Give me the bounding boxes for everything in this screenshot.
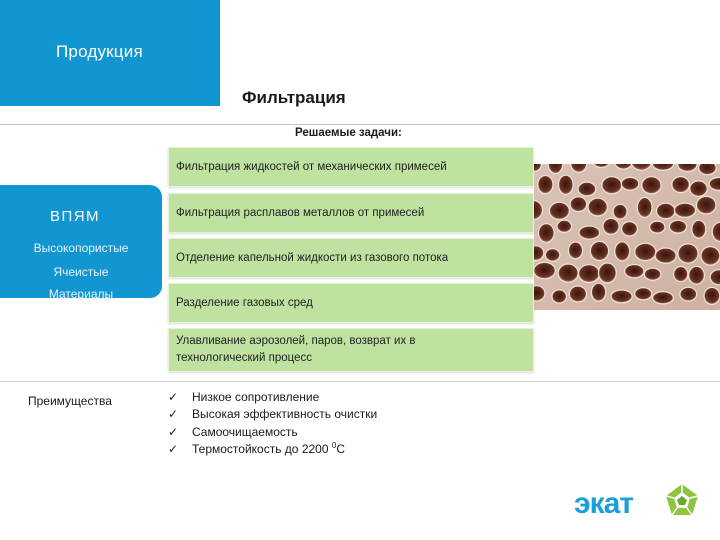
section-title: Продукция — [56, 42, 143, 61]
task-item: Отделение капельной жидкости из газового потока — [168, 238, 534, 278]
foam-pore — [613, 204, 627, 219]
task-line: Улавливание аэрозолей, паров, возврат их в — [176, 335, 416, 347]
foam-pore — [690, 181, 708, 197]
foam-pore — [534, 246, 544, 261]
task-item-multiline — [168, 328, 534, 372]
foam-pore — [611, 290, 632, 303]
foam-pore — [689, 266, 705, 284]
foam-pore — [656, 203, 675, 219]
foam-photo — [534, 164, 720, 310]
foam-pore — [603, 218, 619, 234]
foam-pore — [591, 283, 605, 301]
advantage-item: ✓ Низкое сопротивление — [168, 389, 320, 404]
foam-pore — [655, 248, 676, 263]
foam-pore — [557, 220, 572, 232]
material-name: ВПЯМ — [49, 208, 101, 225]
foam-pore — [552, 290, 567, 303]
check-icon: ✓ — [168, 389, 179, 404]
tasks-heading: Решаемые задачи: — [295, 127, 402, 139]
foam-pore — [678, 244, 698, 263]
foam-pore — [621, 177, 639, 190]
task-item: Фильтрация расплавов металлов от примесей — [168, 193, 534, 233]
foam-pore — [602, 177, 622, 194]
foam-pore — [653, 292, 674, 304]
advantages-label: Преимущества — [28, 394, 112, 408]
foam-pore — [635, 288, 652, 300]
advantage-item: ✓ Самоочищаемость — [168, 424, 298, 439]
foam-pore — [650, 221, 665, 233]
material-line: Ячеистые — [53, 265, 109, 279]
foam-pore — [696, 196, 716, 214]
foam-pore — [674, 203, 695, 217]
foam-pore — [637, 198, 652, 218]
foam-pore — [588, 198, 607, 216]
foam-pore — [704, 287, 720, 304]
foam-pore — [545, 249, 560, 262]
foam-pore — [538, 176, 553, 194]
foam-pore — [549, 202, 569, 219]
task-item: Разделение газовых сред — [168, 283, 534, 323]
foam-pore — [699, 164, 717, 175]
task-line: технологический процесс — [176, 352, 312, 364]
foam-pore — [692, 220, 706, 238]
foam-pore — [569, 286, 586, 302]
foam-pore — [590, 241, 608, 260]
foam-pore — [534, 262, 555, 278]
foam-pore — [642, 177, 661, 194]
foam-pore — [578, 182, 596, 196]
check-icon: ✓ — [168, 442, 179, 457]
foam-pore — [579, 265, 600, 283]
foam-pore — [701, 247, 720, 266]
foam-pore — [559, 175, 574, 194]
task-item: Фильтрация жидкостей от механических примесей — [168, 147, 534, 187]
slide-title: Фильтрация — [242, 88, 346, 107]
foam-pore — [672, 177, 690, 193]
foam-pore — [615, 242, 630, 261]
foam-pore — [579, 226, 600, 239]
foam-pore — [635, 243, 656, 260]
material-line: Материалы — [48, 287, 114, 301]
foam-pore — [674, 267, 688, 282]
foam-pore — [534, 286, 545, 301]
foam-pore — [680, 287, 697, 301]
foam-pore — [625, 265, 644, 278]
header-divider — [0, 124, 720, 125]
check-icon: ✓ — [168, 407, 179, 422]
foam-pore — [570, 197, 587, 212]
section-divider — [0, 381, 720, 382]
foam-pore — [622, 222, 638, 236]
svg-text:экат: экат — [574, 487, 633, 520]
foam-pore — [599, 263, 617, 283]
foam-pore — [568, 242, 582, 259]
advantage-item: ✓ Термостойкость до 2200 $^0$С — [168, 441, 345, 457]
foam-pore — [669, 220, 686, 233]
material-card — [0, 185, 162, 301]
material-line: Высокопористые — [33, 241, 129, 255]
check-icon: ✓ — [168, 424, 179, 439]
foam-pore — [538, 224, 554, 243]
advantage-item: ✓ Высокая эффективность очистки — [168, 407, 378, 422]
advantages-list — [168, 388, 377, 458]
foam-pore — [644, 268, 661, 280]
company-logo — [574, 480, 704, 524]
foam-pore — [558, 264, 578, 282]
